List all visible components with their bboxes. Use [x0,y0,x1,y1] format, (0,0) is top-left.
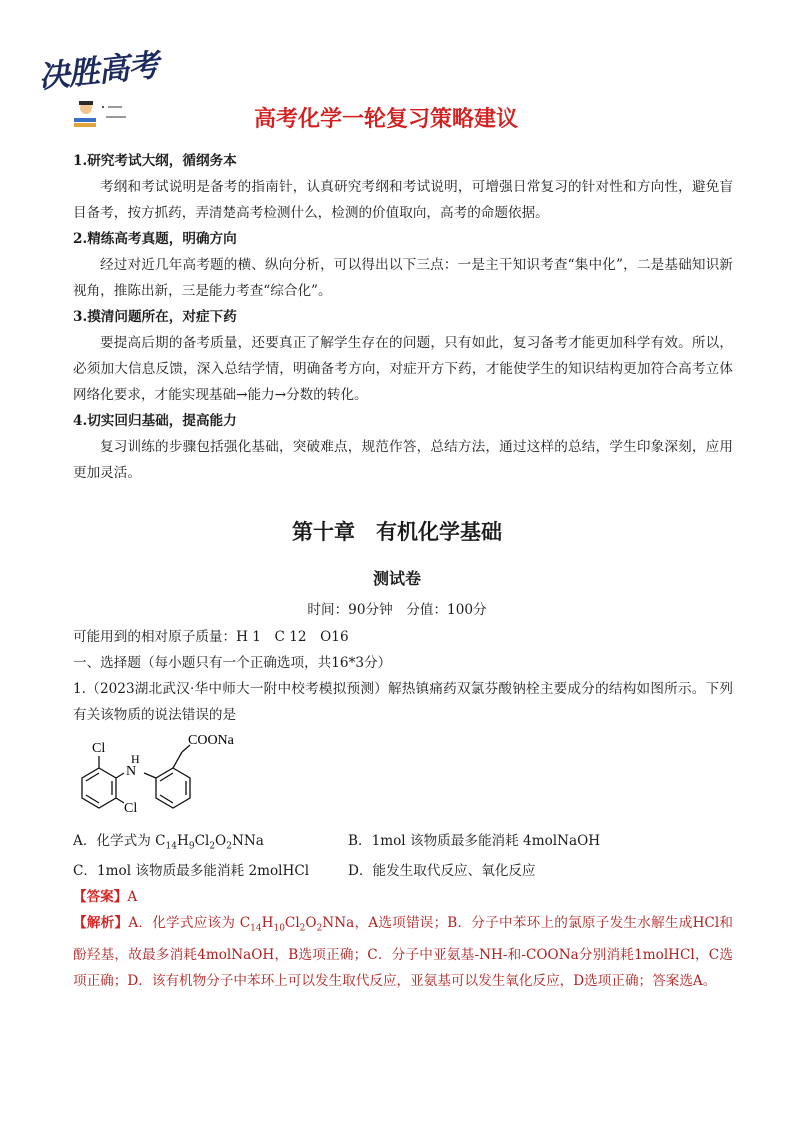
chapter-title: 第十章 有机化学基础 [292,520,502,544]
right-benzene-ring [156,768,190,808]
section-body-2: 经过对近几年高考题的横、纵向分析，可以得出以下三点：一是主干知识考查“集中化”，二是基础知识新视角，推陈出新，三是能力考查“综合化”。 [73,257,733,299]
answer-value: A [127,889,138,905]
question-area [73,624,733,728]
page-title: 高考化学一轮复习策略建议 [254,107,519,132]
answer-line [73,884,733,910]
logo-figure-icon [70,96,140,132]
section-body-3: 要提高后期的备考质量，还要真正了解学生存在的问题，只有如此，复习备考才能更加科学有效。所以，必须加大信息反馈，深入总结学情，明确备考方向，对症开方下药，才能使学生的知识结构更加符合高考立体网络化要求，才能实现基础→能力→分数的转化。 [73,335,733,403]
option-b[interactable]: B．1mol 该物质最多能消耗 4molNaOH [348,833,601,849]
part-one-heading: 一、选择题（每小题只有一个正确选项，共16*3分） [73,655,392,671]
left-benzene-ring [82,768,116,808]
section-heading-3: 3.摸清问题所在，对症下药 [73,309,237,325]
strategy-sections [73,148,733,486]
analysis-label: 【解析】 [73,915,129,931]
question-1-options [73,826,733,886]
option-c[interactable]: C．1mol 该物质最多能消耗 2molHCl [73,863,310,879]
answer-label: 【答案】 [73,889,128,905]
structure-label-coona: COONa [188,733,234,748]
structure-label-n: N [126,764,137,779]
structure-diagram [66,730,266,835]
option-d[interactable]: D．能发生取代反应、氧化反应 [348,863,536,879]
logo-text: 决胜高考 [36,47,160,96]
question-1-stem: 1.（2023湖北武汉·华中师大一附中校考模拟预测）解热镇痛药双氯芬酸钠栓主要成分的结构如图所示。下列有关该物质的说法错误的是 [73,681,733,723]
time-info: 时间：90分钟 分值：100分 [307,602,487,618]
section-body-1: 考纲和考试说明是备考的指南针，认真研究考纲和考试说明，可增强日常复习的针对性和方向性，避免盲目备考，按方抓药，弄清楚高考检测什么，检测的价值取向，高考的命题依据。 [73,179,733,221]
test-subtitle: 测试卷 [372,569,421,588]
section-body-4: 复习训练的步骤包括强化基础，突破难点，规范作答，总结方法，通过这样的总结，学生印象深刻，应用更加灵活。 [73,439,733,481]
section-heading-1: 1.研究考试大纲，循纲务本 [73,153,237,169]
analysis-text: 【解析】A．化学式应该为 $C_{14}H_{10}Cl_2O_2NNa$，A选项错误；B．分子中苯环上的氯原子发生水解生成HCl和酚羟基，故最多消耗4molNaOH，B选项正确；C．分子中亚氨基-NH-和-COONa分别消耗1molHCl，C选项正确；D．该有机物分子中苯环上可以发生取代反应，亚氨基可以发生氧化反应，D选项正确；答案选A。 [73,915,733,989]
logo [36,47,164,136]
atomic-masses: 可能用到的相对原子质量：H 1 C 12 O16 [73,629,349,645]
structure-label-h: H [131,752,140,766]
section-heading-4: 4.切实回归基础，提高能力 [73,413,237,429]
section-heading-2: 2.精练高考真题，明确方向 [73,231,237,247]
option-a[interactable]: A．化学式为 $C_{14}H_9Cl_2O_2NNa$ [73,833,264,852]
structure-label-cl-top: Cl [92,741,106,756]
answer-block [73,884,733,994]
structure-label-cl-bottom: Cl [124,801,138,816]
